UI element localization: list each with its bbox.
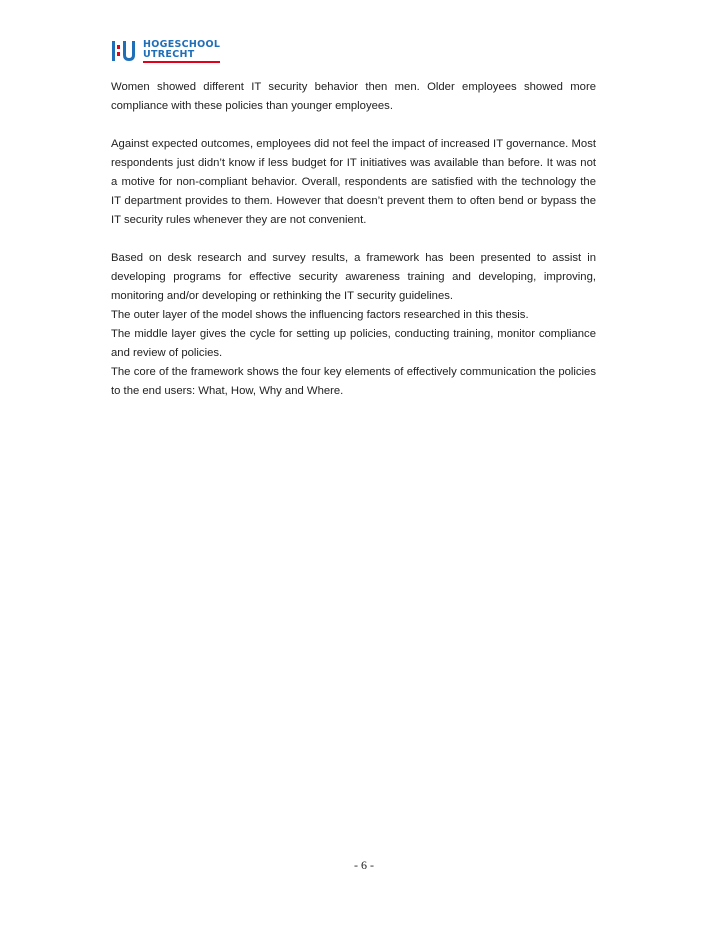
paragraph-it-governance: Against expected outcomes, employees did not feel the impact of increased IT governance. Most respondents just didn’t know if less budget for IT initiatives was available than before. It was not a motive for non-compliant behavior. Overall, respondents are satisfied with the technology the IT department provides to them. However that doesn’t prevent them to often bend or bypass the IT security rules whenever they are not convenient.: [111, 138, 596, 226]
hu-logo-mark-icon: [111, 39, 137, 63]
logo-line-utrecht: UTRECHT: [143, 50, 220, 63]
paragraph-gap: [111, 230, 596, 249]
logo-wordmark: [140, 39, 220, 63]
logo-line-hogeschool: HOGESCHOOL: [143, 38, 221, 50]
paragraph-framework: Based on desk research and survey results, a framework has been presented to assist in developing programs for effective security awareness training and developing, improving, monitoring and/or developing or rethinking the IT security guidelines.: [111, 252, 596, 302]
paragraph-outer-layer: The outer layer of the model shows the influencing factors researched in this thesis.: [111, 309, 529, 321]
paragraph-middle-layer: The middle layer gives the cycle for setting up policies, conducting training, monitor compliance and review of policies.: [111, 328, 596, 359]
hogeschool-utrecht-logo: [111, 38, 220, 63]
paragraph-gender-behavior: Women showed different IT security behavior then men. Older employees showed more compliance with these policies than younger employees.: [111, 81, 596, 112]
paragraph-core: The core of the framework shows the four key elements of effectively communication the policies to the end users: What, How, Why and Where.: [111, 366, 596, 397]
paragraph-gap: [111, 116, 596, 135]
page-number: - 6 -: [354, 858, 374, 872]
body-text: [111, 78, 596, 401]
